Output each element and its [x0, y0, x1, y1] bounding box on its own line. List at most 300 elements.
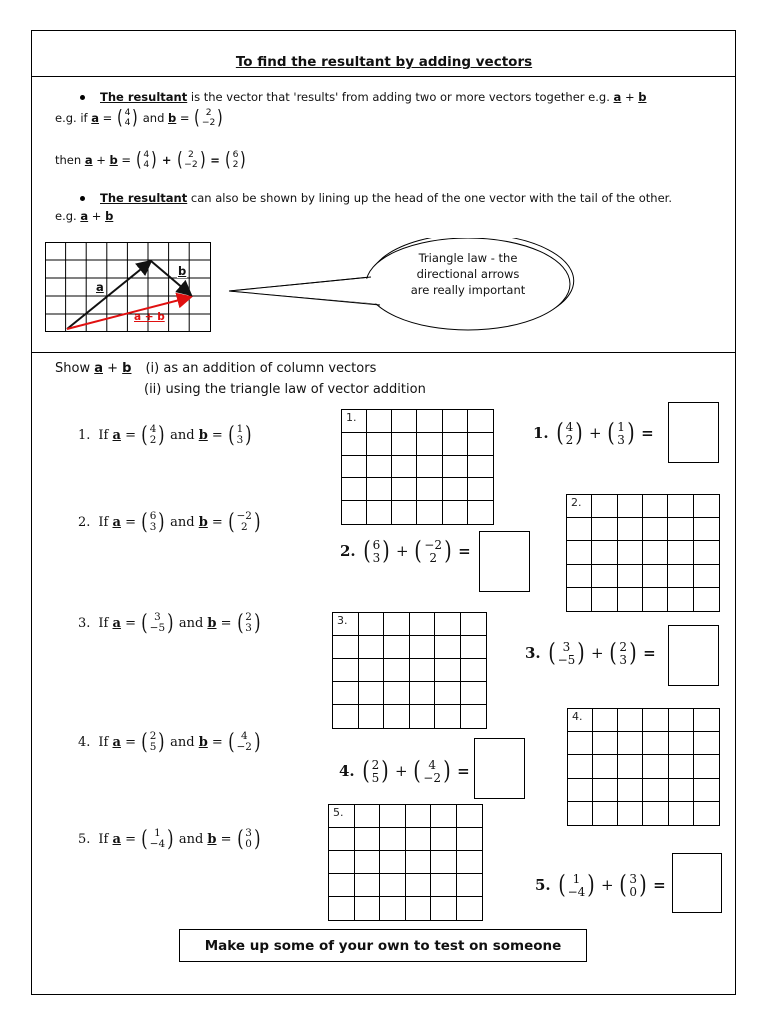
grid-cell: [359, 613, 385, 636]
equals-sign: =: [637, 644, 656, 663]
paren-right: ): [639, 870, 647, 901]
grid-cell: [618, 802, 643, 825]
grid-cell: [410, 682, 436, 705]
grid-cell: [355, 897, 381, 920]
equals-sign: =: [451, 762, 470, 781]
paren-right: ): [254, 610, 261, 637]
grid-cell: [592, 495, 617, 518]
equals-sign: =: [117, 152, 135, 167]
plus-sign: +: [596, 876, 619, 895]
grid-cell: [461, 682, 487, 705]
problem-2: [78, 511, 262, 534]
paren-left: (: [236, 610, 244, 637]
plus-sign: +: [390, 762, 413, 781]
grid-cell: [694, 495, 719, 518]
grid-cell: [694, 565, 719, 588]
grid-cell: [333, 659, 359, 682]
vector-entries: [423, 539, 443, 565]
vector-entries: [244, 612, 253, 635]
vec-bottom: −5: [149, 622, 166, 635]
grid-cell: [592, 588, 617, 611]
if-word: If: [98, 615, 109, 631]
grid-cell: [384, 659, 410, 682]
plus-sign: +: [92, 152, 110, 167]
paren-right: ): [167, 826, 174, 853]
then-word: then: [55, 152, 85, 167]
equals-sign: =: [647, 876, 666, 895]
grid-cell: [457, 805, 483, 828]
grid-cell: [367, 478, 392, 501]
vector-entries: [236, 731, 253, 754]
vec-b-label: b: [122, 361, 132, 376]
vector-a: [140, 828, 175, 851]
grid-cell: [435, 636, 461, 659]
vec-b-label: b: [198, 734, 208, 750]
vec-a-label: a: [112, 831, 121, 847]
vec-top: −2: [236, 510, 252, 522]
grid-cell: [359, 705, 385, 728]
grid-cell: [333, 636, 359, 659]
section-divider: [31, 352, 736, 353]
answer-box-3[interactable]: [668, 625, 719, 686]
vec-bottom: 3: [236, 434, 244, 447]
paren-right: ): [254, 826, 261, 853]
grid-cell: [355, 805, 381, 828]
answer-box-4[interactable]: [474, 738, 525, 799]
vec-bottom: −4: [567, 885, 586, 900]
paren-left: (: [413, 756, 422, 787]
plus-sign: +: [621, 90, 639, 104]
vec-top: 1: [236, 423, 244, 435]
vec-b-label: b: [109, 152, 118, 167]
answer-number: 3.: [525, 644, 541, 663]
paren-left: (: [547, 638, 556, 669]
intro-line-2: [100, 191, 672, 205]
paren-left: (: [619, 870, 628, 901]
grid-cell: [355, 851, 381, 874]
grid-cell: [468, 410, 493, 433]
answer-grid-1[interactable]: [341, 409, 494, 525]
paren-right: ): [577, 638, 586, 669]
grid-cell: [410, 636, 436, 659]
grid-cell: [435, 613, 461, 636]
grid-cell: [435, 705, 461, 728]
vec-b-label: b: [207, 615, 217, 631]
grid-cell: [461, 613, 487, 636]
grid-cell: [333, 682, 359, 705]
intro-example-2: [55, 209, 113, 223]
grid-cell: [694, 779, 719, 802]
vec-top: 6: [372, 538, 381, 552]
vec-bottom: 3: [149, 521, 157, 534]
grid-number: 5.: [333, 806, 344, 819]
paren-left: (: [141, 826, 148, 853]
grid-cell: [643, 755, 668, 778]
grid-cell: [643, 732, 668, 755]
grid-number: 1.: [346, 411, 357, 424]
grid-number: 4.: [572, 710, 583, 723]
paren-left: (: [141, 422, 148, 449]
grid-cell: [431, 805, 457, 828]
equals-sign: =: [452, 542, 471, 561]
grid-cell: [669, 802, 694, 825]
grid-cell: [668, 518, 693, 541]
equals-sign: =: [120, 831, 141, 847]
vector-b: [227, 731, 262, 754]
intro-example-line: [55, 108, 224, 128]
answer-expression-1: [533, 418, 654, 449]
grid-cell: [618, 732, 643, 755]
vec-a-label: a: [84, 152, 93, 167]
grid-cell: [568, 732, 593, 755]
equals-sign: =: [99, 110, 116, 125]
closing-banner: Make up some of your own to test on someone: [179, 929, 587, 962]
intro-text-1: is the vector that 'results' from adding two or more vectors together e.g.: [187, 90, 614, 104]
grid-cell: [380, 897, 406, 920]
paren-right: ): [627, 418, 635, 449]
paren-right: ): [158, 729, 165, 756]
grid-cell: [410, 659, 436, 682]
vec-bottom: 2: [565, 433, 574, 448]
vector-result: ( 6 2 ): [224, 148, 247, 172]
vector-a: [547, 638, 587, 669]
answer-expression-4: [339, 756, 470, 787]
vector-a-sum: ( 4 4 ): [135, 148, 157, 172]
grid-cell: [618, 709, 643, 732]
grid-cell: [694, 541, 719, 564]
grid-cell: [694, 732, 719, 755]
grid-cell: [392, 478, 417, 501]
grid-cell: [333, 705, 359, 728]
vector-b-sum: ( 2 −2 ): [176, 148, 206, 172]
vec-top: 1: [572, 872, 581, 886]
vec-a-label: a: [112, 615, 121, 631]
vector-entries: [371, 759, 381, 785]
intro-sum-line: [55, 150, 247, 170]
paren-right: ): [254, 509, 261, 536]
title-divider: [31, 76, 736, 77]
answer-box-5[interactable]: [672, 853, 722, 913]
grid-cell: [618, 779, 643, 802]
paren-right: ): [444, 536, 452, 567]
vec-top: 4: [240, 730, 248, 742]
vec-bottom: 2: [149, 434, 157, 447]
intro-text-2: can also be shown by lining up the head of the one vector with the tail of the other.: [187, 191, 672, 205]
paren-left: (: [228, 509, 235, 536]
grid-cell: [669, 709, 694, 732]
eg-prefix: e.g.: [55, 209, 81, 223]
if-word: If: [98, 514, 109, 530]
vector-a-example: ( 4 4 ): [116, 106, 139, 130]
answer-grid-3[interactable]: [332, 612, 487, 729]
grid-cell: [669, 732, 694, 755]
equals-sign: =: [207, 734, 227, 750]
grid-cell: [417, 501, 442, 524]
paren-right: ): [629, 638, 637, 669]
paren-right: ): [158, 422, 165, 449]
paren-right: ): [382, 536, 390, 567]
problem-4: [78, 731, 262, 754]
equals-sign: =: [120, 734, 141, 750]
grid-cell: [359, 636, 385, 659]
vector-b: [236, 612, 262, 635]
vec-bottom: −4: [149, 838, 166, 851]
vector-a: [140, 731, 166, 754]
triangle-law-diagram: [45, 242, 211, 332]
grid-cell: [384, 705, 410, 728]
grid-cell: [406, 874, 432, 897]
grid-cell: [567, 588, 592, 611]
answer-grid-2[interactable]: [566, 494, 720, 612]
vector-entries: [628, 873, 638, 899]
grid-number: 2.: [571, 496, 582, 509]
grid-cell: [593, 732, 618, 755]
vector-b: [227, 511, 262, 534]
grid-cell: [384, 636, 410, 659]
answer-box-1[interactable]: [668, 402, 719, 463]
grid-cell: [694, 755, 719, 778]
vector-entries: [567, 873, 587, 899]
grid-cell: [568, 802, 593, 825]
vec-top: 2: [619, 640, 627, 654]
vec-top: −2: [424, 538, 442, 552]
vector-b: [618, 870, 648, 901]
paren-right: ): [245, 422, 252, 449]
vec-bottom: 3: [617, 433, 625, 448]
plus-sign: +: [391, 542, 414, 561]
vec-bottom: 5: [149, 741, 157, 754]
problem-5: [78, 828, 262, 851]
paren-left: (: [141, 610, 148, 637]
vector-b: [606, 418, 636, 449]
vec-bottom: −5: [557, 653, 576, 668]
paren-left: (: [557, 870, 566, 901]
instruction-i: (i) as an addition of column vectors: [145, 361, 377, 376]
grid-cell: [410, 613, 436, 636]
equals-sign: =: [207, 427, 227, 443]
grid-cell: [443, 433, 468, 456]
vector-b-example: ( 2 −2 ): [194, 106, 224, 130]
vec-top: 2: [205, 107, 212, 118]
vec-top: 4: [124, 107, 131, 118]
vec-bottom: −2: [236, 741, 252, 754]
grid-cell: [643, 518, 668, 541]
vector-b: [608, 638, 638, 669]
vec-a-label: a: [112, 427, 121, 443]
grid-cell: [468, 433, 493, 456]
answer-box-2[interactable]: [479, 531, 530, 592]
grid-cell: [694, 518, 719, 541]
equals-sign: =: [176, 110, 194, 125]
and-word: and: [165, 514, 199, 530]
grid-cell: [380, 805, 406, 828]
vec-a-label: a: [91, 110, 100, 125]
paren-right: ): [443, 756, 451, 787]
grid-cell: [359, 682, 385, 705]
paren-left: (: [609, 638, 618, 669]
vector-a: [555, 418, 585, 449]
grid-cell: [380, 828, 406, 851]
grid-cell: [461, 636, 487, 659]
paren-left: (: [362, 536, 371, 567]
answer-number: 4.: [339, 762, 355, 781]
term-resultant: The resultant: [100, 191, 188, 205]
paren-left: (: [607, 418, 616, 449]
vec-top: 4: [143, 149, 150, 160]
vec-bottom: 4: [124, 117, 131, 129]
vec-top: 6: [232, 149, 239, 160]
grid-cell: [593, 755, 618, 778]
plus-sign: +: [103, 361, 123, 376]
plus-sign: +: [586, 644, 609, 663]
grid-cell: [342, 501, 367, 524]
vec-b-label: b: [198, 514, 208, 530]
grid-cell: [392, 501, 417, 524]
vector-a: [557, 870, 597, 901]
vector-entries: [244, 828, 253, 851]
grid-cell: [417, 456, 442, 479]
if-word: If: [98, 427, 109, 443]
instructions-line-1: [55, 361, 376, 376]
grid-cell: [592, 541, 617, 564]
vector-entries: [565, 421, 575, 447]
grid-cell: [435, 682, 461, 705]
grid-cell: [461, 705, 487, 728]
grid-cell: [417, 478, 442, 501]
paren-right: ): [167, 610, 174, 637]
callout-text: [368, 250, 568, 298]
paren-left: (: [236, 826, 244, 853]
grid-cell: [668, 541, 693, 564]
answer-grid-4[interactable]: [567, 708, 720, 826]
grid-cell: [643, 588, 668, 611]
if-word: If: [98, 734, 109, 750]
grid-cell: [643, 709, 668, 732]
grid-cell: [359, 659, 385, 682]
paren-left: (: [141, 509, 148, 536]
grid-cell: [468, 456, 493, 479]
grid-cell: [406, 897, 432, 920]
grid-cell: [468, 478, 493, 501]
vector-a: [362, 536, 392, 567]
vec-bottom: 2: [240, 521, 248, 534]
equals-sign: =: [206, 152, 224, 167]
show-word: Show: [55, 361, 95, 376]
and-word: and: [139, 110, 169, 125]
vec-top: 6: [149, 510, 157, 522]
grid-cell: [431, 897, 457, 920]
grid-cell: [367, 433, 392, 456]
problem-number: 1.: [78, 427, 91, 443]
grid-cell: [567, 541, 592, 564]
grid-cell: [406, 851, 432, 874]
term-resultant: The resultant: [100, 90, 188, 104]
grid-cell: [392, 456, 417, 479]
grid-cell: [568, 779, 593, 802]
grid-cell: [567, 518, 592, 541]
problem-number: 2.: [78, 514, 91, 530]
grid-cell: [410, 705, 436, 728]
grid-cell: [380, 851, 406, 874]
vec-top: 4: [565, 420, 574, 434]
paren-right: ): [575, 418, 583, 449]
vector-a: [361, 756, 391, 787]
grid-cell: [643, 802, 668, 825]
vector-entries: [618, 641, 628, 667]
equals-sign: =: [216, 831, 236, 847]
vector-a: [140, 511, 166, 534]
grid-cell: [443, 456, 468, 479]
vector-entries: [149, 511, 158, 534]
vec-top: 2: [187, 149, 194, 160]
vec-a-label: a: [80, 209, 89, 223]
grid-cell: [329, 897, 355, 920]
vector-entries: [557, 641, 577, 667]
problem-number: 3.: [78, 615, 91, 631]
grid-cell: [443, 501, 468, 524]
vec-b-label: b: [198, 427, 208, 443]
grid-cell: [443, 478, 468, 501]
vector-b: [413, 536, 453, 567]
grid-cell: [643, 541, 668, 564]
grid-cell: [461, 659, 487, 682]
grid-cell: [417, 433, 442, 456]
vec-top: 2: [245, 611, 252, 623]
grid-cell: [618, 565, 643, 588]
equals-sign: =: [216, 615, 236, 631]
grid-cell: [694, 709, 719, 732]
vector-a: [140, 424, 166, 447]
grid-cell: [618, 541, 643, 564]
answer-expression-3: [525, 638, 656, 669]
answer-number: 5.: [535, 876, 551, 895]
grid-cell: [367, 456, 392, 479]
and-word: and: [165, 427, 199, 443]
grid-cell: [384, 613, 410, 636]
page-title: To find the resultant by adding vectors: [235, 54, 533, 70]
vec-b-label: b: [638, 90, 647, 104]
grid-cell: [443, 410, 468, 433]
grid-cell: [593, 779, 618, 802]
grid-number: 3.: [337, 614, 348, 627]
grid-cell: [384, 682, 410, 705]
grid-cell: [406, 828, 432, 851]
vector-entries: [149, 828, 166, 851]
grid-cell: [593, 802, 618, 825]
paren-left: (: [555, 418, 564, 449]
intro-line-1: [100, 90, 646, 104]
grid-cell: [643, 779, 668, 802]
grid-cell: [431, 828, 457, 851]
grid-cell: [329, 874, 355, 897]
grid-cell: [342, 478, 367, 501]
if-word: If: [98, 831, 109, 847]
and-word: and: [174, 831, 208, 847]
grid-cell: [457, 897, 483, 920]
plus-sign: +: [584, 424, 607, 443]
vec-top: 2: [371, 758, 380, 772]
grid-cell: [618, 588, 643, 611]
problem-1: [78, 424, 253, 447]
grid-cell: [668, 588, 693, 611]
answer-grid-5[interactable]: [328, 804, 483, 921]
vec-bottom: 3: [245, 622, 252, 635]
vec-a-label: a: [94, 361, 103, 376]
paren-left: (: [361, 756, 370, 787]
vector-entries: [236, 511, 253, 534]
grid-cell: [468, 501, 493, 524]
grid-cell: [568, 755, 593, 778]
